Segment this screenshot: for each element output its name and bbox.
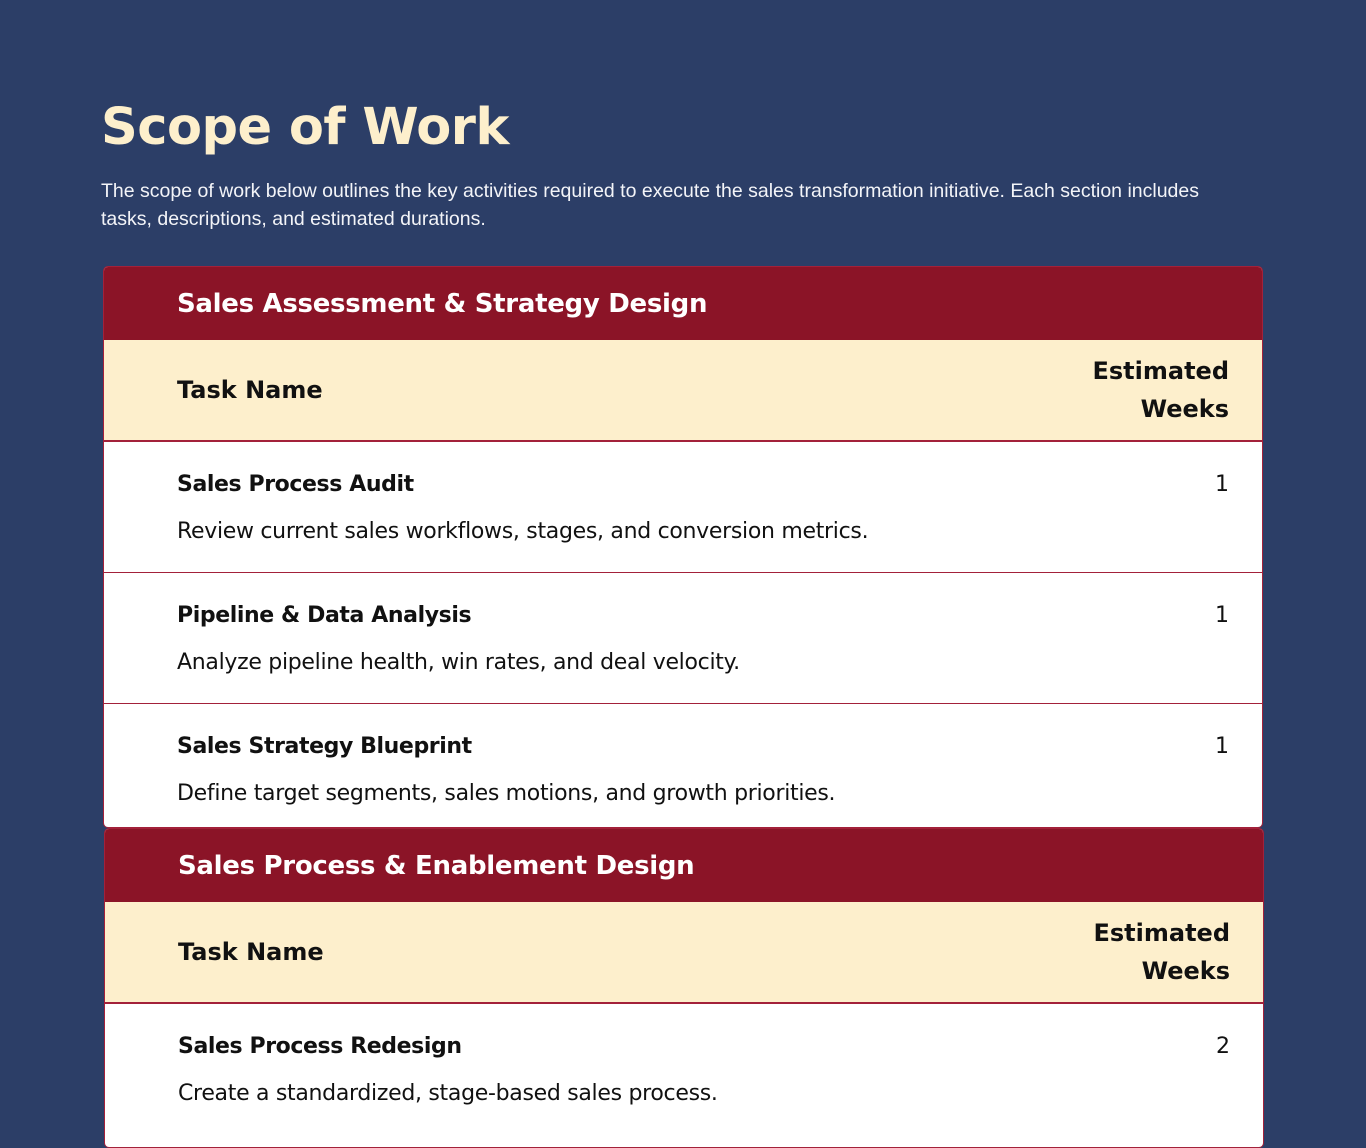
task-description: Analyze pipeline health, win rates, and deal velocity.	[177, 650, 740, 675]
task-name: Sales Process Audit	[177, 472, 414, 497]
task-name: Pipeline & Data Analysis	[177, 603, 472, 628]
task-weeks: 1	[1215, 472, 1229, 497]
section-sales-assessment	[103, 266, 1263, 828]
section-title: Sales Assessment & Strategy Design	[177, 288, 708, 319]
task-weeks: 1	[1215, 734, 1229, 759]
section-header	[104, 267, 1262, 340]
table-column-header	[105, 902, 1263, 1004]
table-column-header	[104, 340, 1262, 442]
scope-of-work-page	[0, 0, 1366, 233]
page-title: Scope of Work	[101, 98, 509, 157]
column-estimated-weeks: Estimated Weeks	[1092, 357, 1229, 423]
section-sales-process-enablement	[104, 828, 1264, 1148]
table-row	[105, 1004, 1263, 1135]
task-description: Define target segments, sales motions, and growth priorities.	[177, 781, 836, 806]
task-description: Create a standardized, stage-based sales process.	[178, 1081, 718, 1106]
column-task-name: Task Name	[177, 376, 323, 404]
table-row	[104, 704, 1262, 828]
table-row	[104, 442, 1262, 573]
intro-paragraph: The scope of work below outlines the key activities required to execute the sales transformation initiative. Each section includes tasks, descriptions, and estimated durations.	[101, 180, 1199, 230]
section-title: Sales Process & Enablement Design	[178, 850, 695, 881]
task-weeks: 2	[1216, 1034, 1230, 1059]
task-weeks: 1	[1215, 603, 1229, 628]
task-description: Review current sales workflows, stages, and conversion metrics.	[177, 519, 869, 544]
table-row	[104, 573, 1262, 704]
task-name: Sales Strategy Blueprint	[177, 734, 472, 759]
section-header	[105, 829, 1263, 902]
column-estimated-weeks: Estimated Weeks	[1093, 919, 1230, 985]
column-task-name: Task Name	[178, 938, 324, 966]
task-name: Sales Process Redesign	[178, 1034, 462, 1059]
